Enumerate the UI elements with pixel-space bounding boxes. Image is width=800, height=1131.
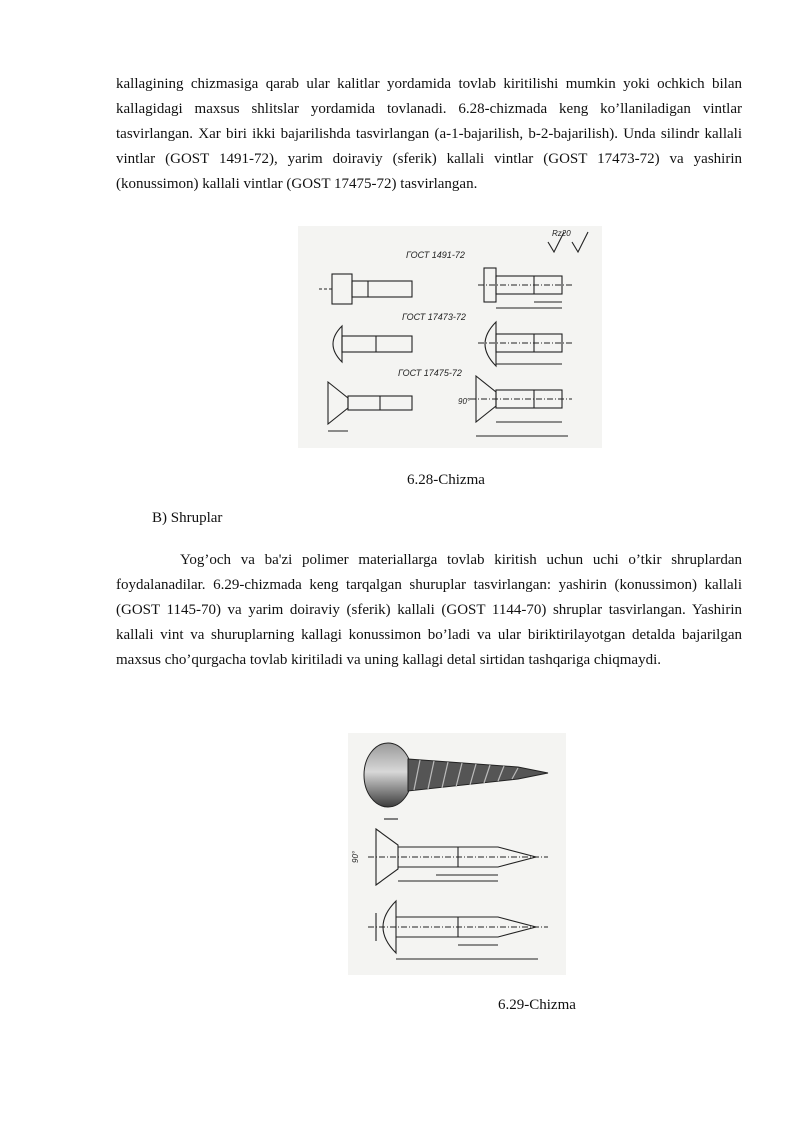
label-gost-1491: ГОСТ 1491-72 [406, 250, 465, 260]
paragraph-screws-intro: kallagining chizmasiga qarab ular kalitlar yordamida tovlab kiritilishi mumkin yoki ochkich bilan kallagidagi maxsus shlitslar yordamida tovlanadi. 6.28-chizmada keng ko’llaniladigan vintlar tasvirlangan. Xar biri ikki bajarilishda tasvirlangan (a-1-bajarilish, b-2-bajarilish). Unda silindr kallali vintlar (GOST 1491-72), yarim doiraviy (sferik) kallali vintlar (GOST 17473-72) va yashirin (konussimon) kallali vintlar (GOST 17475-72) tasvirlangan. [116, 76, 742, 192]
label-rz: Rz20 [552, 229, 571, 238]
shank-left-1 [352, 281, 412, 297]
label-angle: 90° [458, 397, 471, 406]
figure-6-28-screw-drawings [298, 226, 602, 448]
cylinder-head-left [332, 274, 352, 304]
round-head-left [333, 326, 342, 362]
label-gost-17473: ГОСТ 17473-72 [402, 312, 466, 322]
wood-screw-angle-label: 90° [351, 850, 360, 863]
wood-screw-svg [348, 733, 566, 975]
figure-6-28-caption: 6.28-Chizma [407, 472, 485, 488]
label-gost-17475: ГОСТ 17475-72 [398, 368, 462, 378]
figure-6-29-caption: 6.29-Chizma [498, 997, 576, 1013]
countersunk-head-left [328, 382, 348, 424]
figure-6-29-wood-screw [348, 733, 566, 975]
screw-drawings-svg [298, 226, 602, 448]
section-heading-shruplar: B) Shruplar [152, 510, 223, 526]
paragraph-wood-screws: Yog’och va ba'zi polimer materiallarga tovlab kiritish uchun uchi o’tkir shruplardan foydalanadilar. 6.29-chizmada keng tarqalgan shuruplar tasvirlangan: yashirin (konussimon) kallali (GOST 1145-70) va yarim doiraviy (sferik) kallali (GOST 1144-70) shruplar tasvirlangan. Yashirin kallali vint va shuruplarning kallagi konussimon bo’ladi va ular biriktirilayotgan detalda bajarilgan maxsus cho’qurgacha tovlab kiritiladi va uning kallagi detal sirtidan tashqariga chiqmaydi. [116, 552, 742, 668]
screw-photo-head [364, 743, 412, 807]
shank-left-2 [342, 336, 412, 352]
round-head-right [485, 322, 496, 366]
